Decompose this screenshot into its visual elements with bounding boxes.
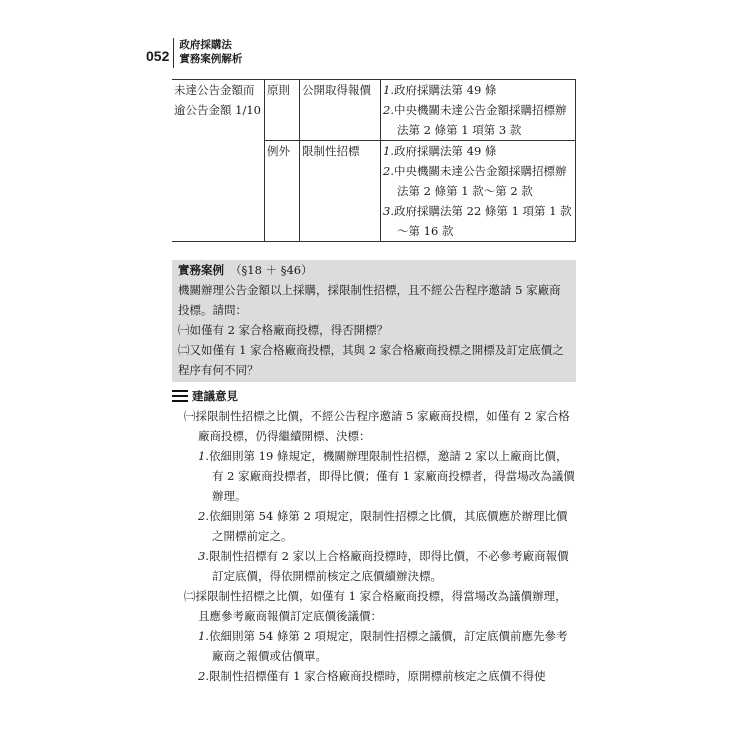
list-item — [172, 666, 576, 686]
opinion-title: 建議意見 — [192, 389, 238, 403]
refs-cell — [381, 141, 576, 242]
ref-num: 2. — [383, 103, 394, 117]
ref-num: 1. — [383, 83, 394, 97]
item-num: 2. — [198, 669, 209, 683]
opinion-section-1: ㈠採限制性招標之比價，不經公告程序邀請 5 家廠商投標，如僅有 2 家合格廠商投標，仍得繼續開標、決標： — [184, 409, 570, 443]
case-heading — [178, 260, 570, 280]
book-title — [179, 38, 242, 66]
ref-num: 1. — [383, 144, 394, 158]
case-question-intro: 機關辦理公告金額以上採購，採限制性招標，且不經公告程序邀請 5 家廠商投標。請問： — [178, 283, 561, 317]
ref-text: 中央機關未達公告金額採購招標辦法第 2 條第 1 項第 3 款 — [393, 103, 567, 137]
list-item — [172, 626, 576, 666]
item-num: 1. — [198, 629, 209, 643]
ref-text: 政府採購法第 49 條 — [393, 144, 497, 158]
opinion-heading — [172, 386, 576, 406]
threshold-line2: 逾公告金額 1/10 — [174, 103, 261, 117]
ref-item — [383, 161, 573, 201]
item-num: 2. — [198, 509, 209, 523]
case-title: 實務案例 — [178, 263, 224, 277]
ref-item — [383, 201, 573, 241]
case-question-1: ㈠如僅有 2 家合格廠商投標，得否開標？ — [178, 323, 389, 337]
opinion-section — [172, 386, 576, 686]
item-text: 限制性招標僅有 1 家合格廠商投標時，原開標前核定之底價不得使 — [208, 669, 546, 683]
ref-item — [383, 100, 573, 140]
ref-text: 政府採購法第 22 條第 1 項第 1 款～第 16 款 — [393, 204, 572, 238]
opinion-section-2: ㈡採限制性招標之比價，如僅有 1 家合格廠商投標，得當場改為議價辦理，且應參考廠商報價訂定底價後議價： — [184, 589, 567, 623]
book-title-line2: 實務案例解析 — [179, 53, 243, 65]
page-number: 052 — [146, 48, 170, 64]
practical-case-box — [172, 260, 576, 382]
item-text: 依細則第 19 條規定，機關辦理限制性招標，邀請 2 家以上廠商比價，有 2 家廠商投標者，即得比價；僅有 1 家廠商投標者，得當場改為議價辦理。 — [208, 449, 575, 503]
header-divider — [173, 38, 174, 68]
page-header — [146, 38, 242, 68]
ref-item — [383, 141, 573, 161]
item-num: 3. — [198, 549, 209, 563]
threshold-line1: 未達公告金額而 — [174, 83, 255, 97]
item-text: 依細則第 54 條第 2 項規定，限制性招標之比價，其底價應於辦理比價之開標前定之。 — [208, 509, 568, 543]
ref-num: 3. — [383, 204, 394, 218]
refs-cell — [381, 80, 576, 141]
item-num: 1. — [198, 449, 209, 463]
book-title-line1: 政府採購法 — [179, 39, 232, 51]
three-lines-icon — [172, 390, 188, 402]
list-item — [172, 546, 576, 586]
method-cell: 公開取得報價 — [300, 80, 381, 141]
type-cell: 原則 — [265, 80, 300, 141]
ref-text: 政府採購法第 49 條 — [393, 83, 497, 97]
threshold-cell — [172, 80, 265, 242]
law-reference-table — [172, 79, 576, 242]
ref-text: 中央機關未達公告金額採購招標辦法第 2 條第 1 款～第 2 款 — [393, 164, 567, 198]
list-item — [172, 446, 576, 506]
type-cell: 例外 — [265, 141, 300, 242]
ref-num: 2. — [383, 164, 394, 178]
ref-item — [383, 80, 573, 100]
method-cell: 限制性招標 — [300, 141, 381, 242]
item-text: 限制性招標有 2 家以上合格廠商投標時，即得比價，不必參考廠商報價訂定底價，得依開標前核定之底價續辦決標。 — [208, 549, 569, 583]
table-row — [172, 80, 576, 141]
item-text: 依細則第 54 條第 2 項規定，限制性招標之議價，訂定底價前應先參考廠商之報價或估價單。 — [208, 629, 568, 663]
case-ref: （§18 ＋ §46） — [230, 263, 313, 277]
case-question-2: ㈡又如僅有 1 家合格廠商投標，其與 2 家合格廠商投標之開標及訂定底價之程序有何不同？ — [178, 343, 564, 377]
list-item — [172, 506, 576, 546]
